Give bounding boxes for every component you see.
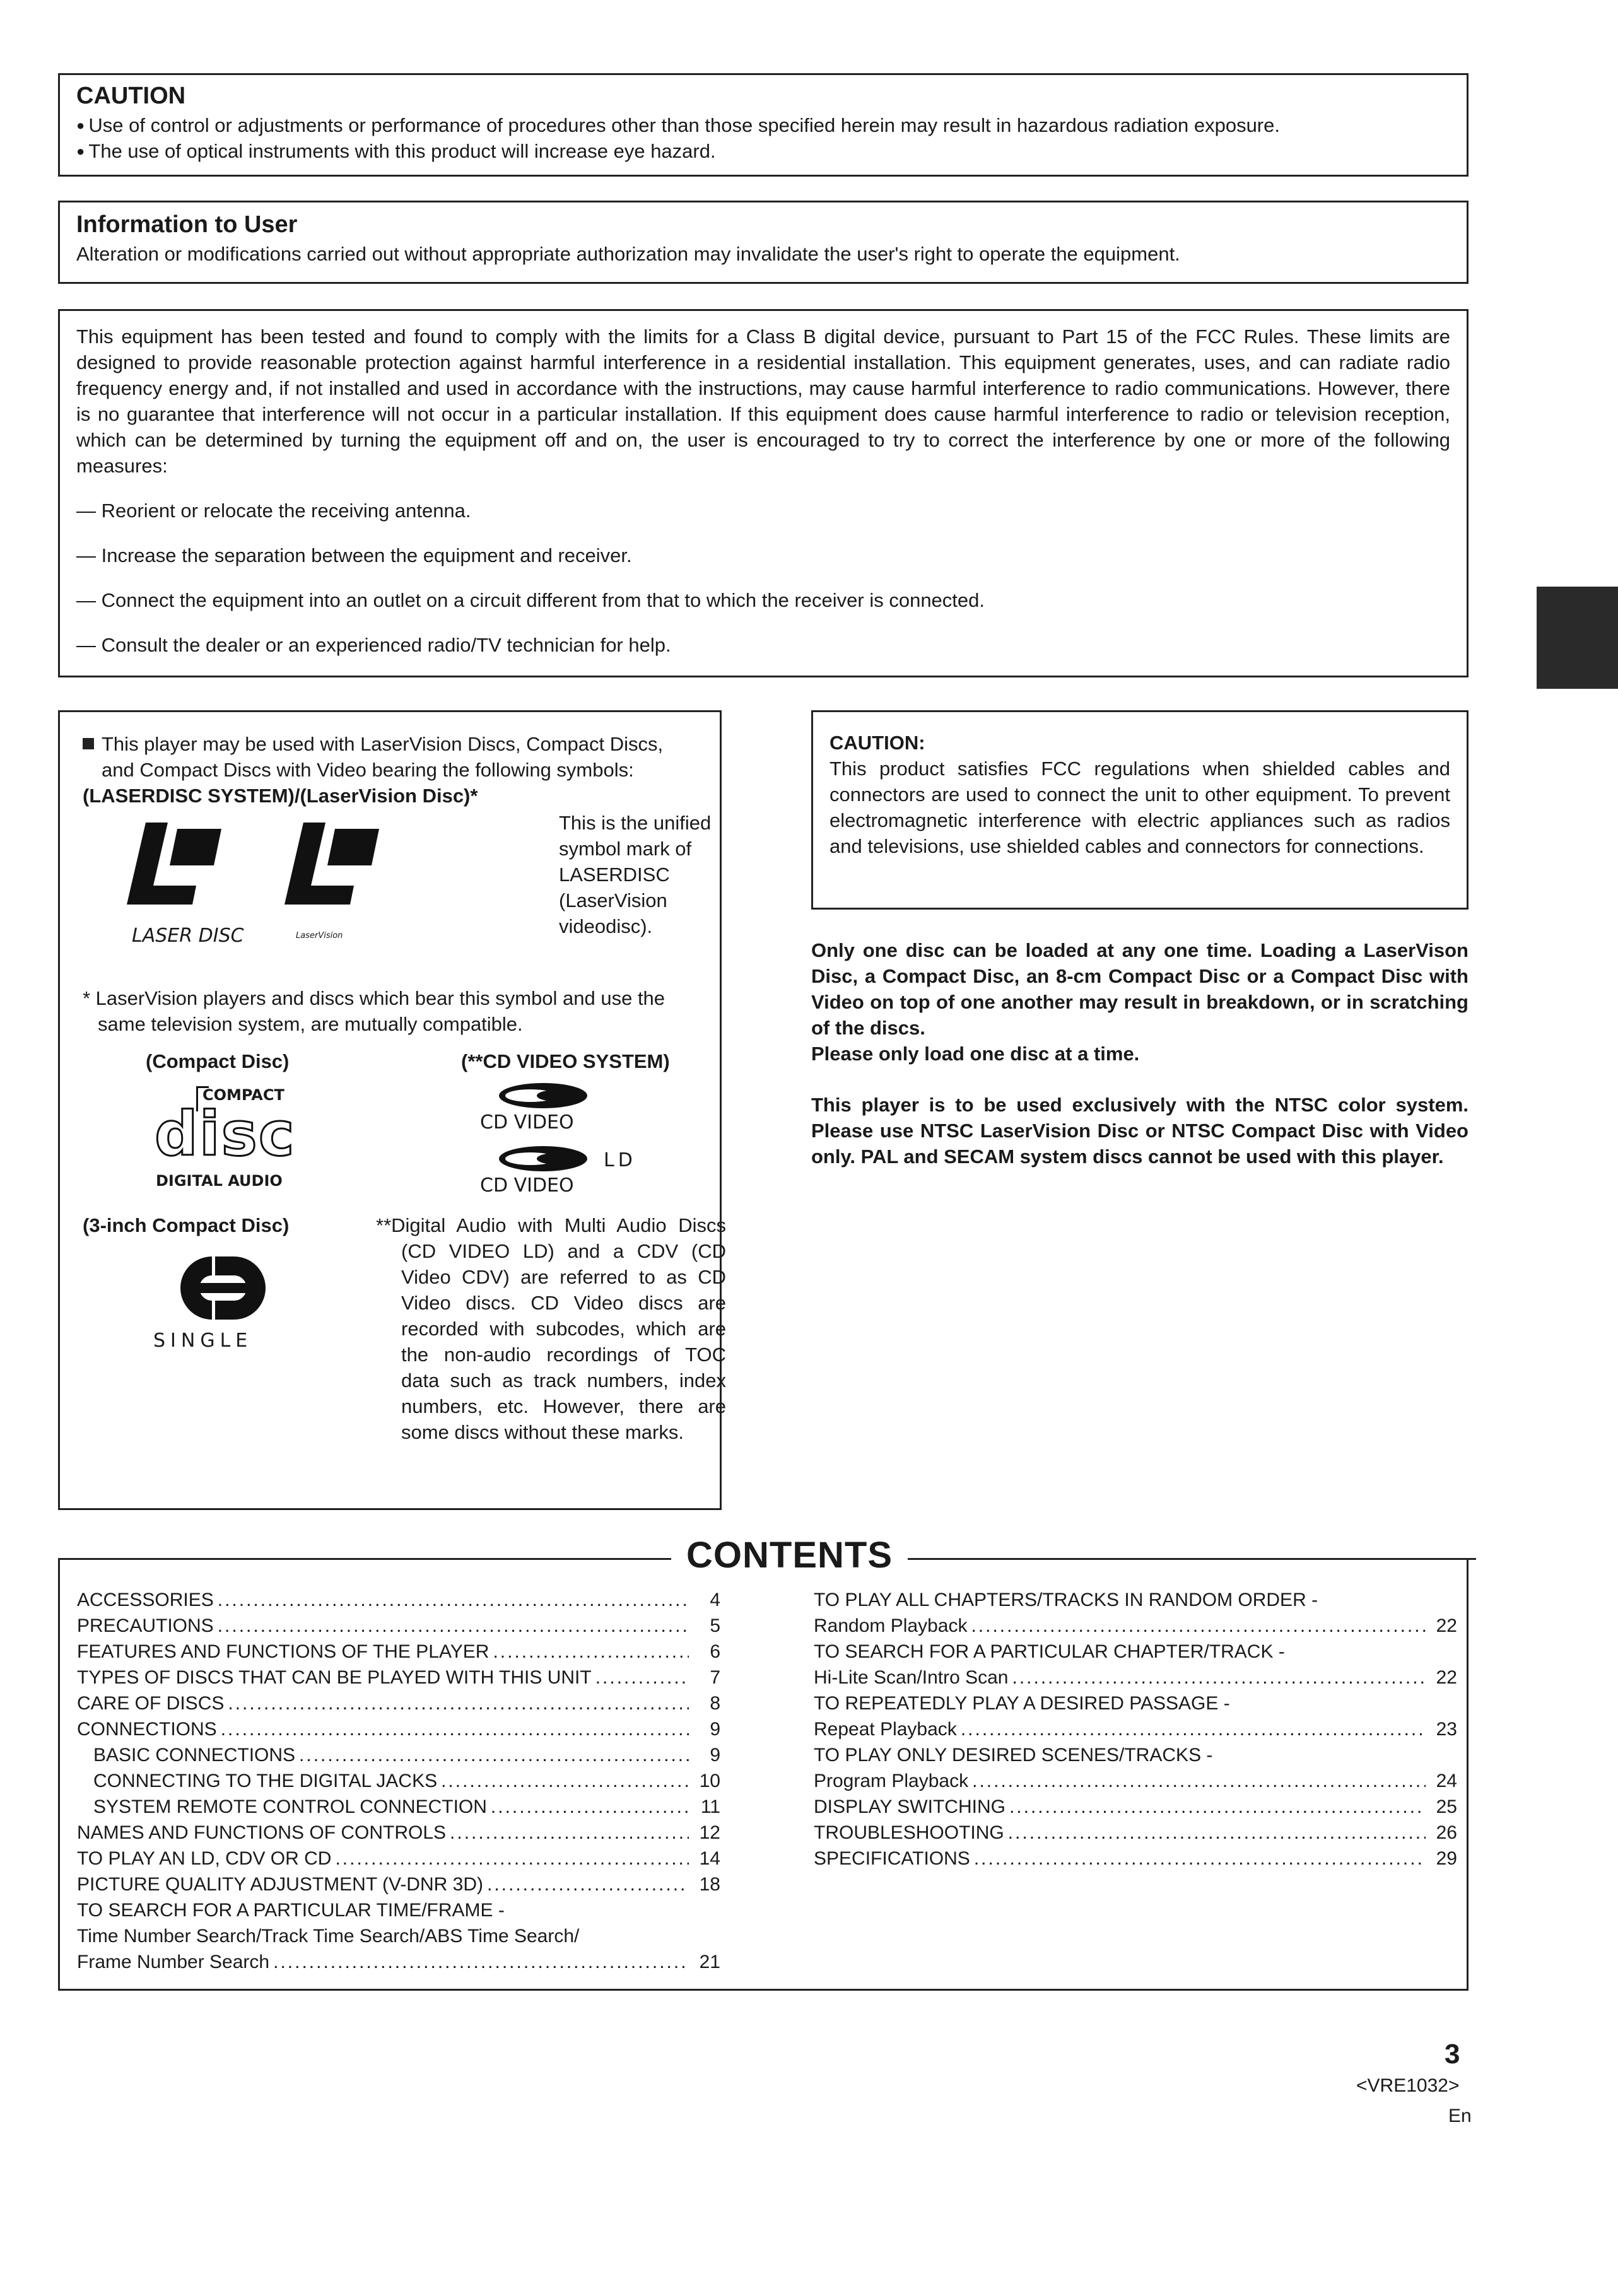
cd-video-logo-icon	[493, 1080, 594, 1111]
disc-warnings	[811, 937, 1469, 1169]
caution2-title: CAUTION:	[830, 732, 925, 754]
asterisk-note: * LaserVision players and discs which bear this symbol and use the same television system, are mutually compatible.	[83, 987, 665, 1035]
fcc-measure: — Reorient or relocate the receiving antenna.	[76, 500, 471, 522]
cd-logo-bottom: DIGITAL AUDIO	[156, 1172, 283, 1190]
toc-entry: TROUBLESHOOTING ..... 26	[814, 1820, 1457, 1846]
cdv-note: **Digital Audio with Multi Audio Discs (CD VIDEO LD) and a CDV (CD Video CDV) are referred to as CD Video discs. CD Video discs are recorded with subcodes, which are the non-audio recordings of TOC data such as track numbers, index numbers, etc. However, there are some discs without these marks.	[376, 1214, 726, 1443]
toc-entry: TYPES OF DISCS THAT CAN BE PLAYED WITH THIS UNIT ..... 7	[77, 1665, 720, 1690]
toc-entry: PICTURE QUALITY ADJUSTMENT (V-DNR 3D) ..... 18	[77, 1871, 720, 1897]
disc-logos-grid	[83, 1048, 726, 1603]
cd-single-logo-icon	[152, 1250, 272, 1326]
single-logo-caption: SINGLE	[153, 1330, 253, 1352]
language-code: En	[1448, 2106, 1472, 2126]
toc-entry-head: TO SEARCH FOR A PARTICULAR TIME/FRAME -	[77, 1900, 505, 1921]
toc-entry: Frame Number Search ..... 21	[77, 1949, 720, 1975]
disc-intro: This player may be used with LaserVision Discs, Compact Discs, and Compact Discs with Video bearing the following symbols:	[83, 731, 697, 783]
compact-disc-logo-icon	[152, 1086, 303, 1193]
warning-paragraph: This player is to be used exclusively with the NTSC color system. Please use NTSC LaserVision Disc or NTSC Compact Disc with Video only. PAL and SECAM system discs cannot be used with this player.	[811, 1094, 1469, 1168]
toc-entry: BASIC CONNECTIONS ..... 9	[77, 1742, 720, 1768]
toc-entry: Random Playback ..... 22	[814, 1613, 1457, 1639]
toc-entry: Repeat Playback ..... 23	[814, 1716, 1457, 1742]
warning-paragraph: Only one disc can be loaded at any one time. Loading a LaserVison Disc, a Compact Disc, an 8-cm Compact Disc or a Compact Disc with Video on top of one another may result in breakdown, or in scratching of the discs.	[811, 939, 1469, 1039]
fcc-measure: — Consult the dealer or an experienced radio/TV technician for help.	[76, 634, 671, 656]
toc-entry: CARE OF DISCS ..... 8	[77, 1690, 720, 1716]
fcc-measure: — Connect the equipment into an outlet on a circuit different from that to which the receiver is connected.	[76, 589, 985, 611]
caution-box	[58, 73, 1469, 177]
lv-logo-caption: LaserVision	[296, 931, 343, 940]
toc-entry: DISPLAY SWITCHING ..... 25	[814, 1794, 1457, 1820]
toc-left-column	[77, 1587, 720, 1975]
ld-logo-row	[83, 809, 712, 973]
cd-heading: (Compact Disc)	[146, 1050, 290, 1072]
toc-entry-head: TO PLAY ALL CHAPTERS/TRACKS IN RANDOM ORDER -	[814, 1590, 1318, 1610]
toc-entry: CONNECTIONS ..... 9	[77, 1716, 720, 1742]
cdv-ld-logo-caption: CD VIDEO	[480, 1174, 574, 1197]
cdv-ld-label: LD	[604, 1149, 636, 1171]
cd-video-ld-logo-icon	[493, 1143, 594, 1174]
section-tab-marker	[1537, 587, 1618, 689]
cdv-heading: (**CD VIDEO SYSTEM)	[461, 1050, 670, 1072]
fcc-measure: — Increase the separation between the equipment and receiver.	[76, 544, 632, 566]
cd-logo-top: COMPACT	[202, 1086, 284, 1104]
document-code: <VRE1032>	[1356, 2075, 1460, 2096]
toc-entry-head: TO REPEATEDLY PLAY A DESIRED PASSAGE -	[814, 1693, 1230, 1714]
caution2-text: This product satisfies FCC regulations when shielded cables and connectors are used to connect the unit to other equipment. To prevent electromagnetic interference with electric appliances such as radios and televisions, use shielded cables and connectors for connections.	[830, 758, 1450, 857]
contents-title: CONTENTS	[671, 1534, 908, 1576]
caution-title: CAUTION	[76, 83, 186, 109]
caution-item: ● Use of control or adjustments or performance of procedures other than those specified herein may result in hazardous radiation exposure.	[76, 112, 1450, 138]
warning-paragraph: Please only load one disc at a time.	[811, 1043, 1140, 1065]
info-title: Information to User	[76, 211, 298, 238]
ld-heading: (LASERDISC SYSTEM)/(LaserVision Disc)*	[83, 785, 478, 807]
toc-entry: CONNECTING TO THE DIGITAL JACKS ..... 10	[77, 1768, 720, 1794]
toc-entry: SPECIFICATIONS ..... 29	[814, 1846, 1457, 1871]
fcc-statement-box	[58, 309, 1469, 677]
caution-item: ● The use of optical instruments with this product will increase eye hazard.	[76, 138, 1450, 164]
toc-entry: SYSTEM REMOTE CONTROL CONNECTION ..... 11	[77, 1794, 720, 1820]
ld-logo-caption: LASER DISC	[132, 925, 244, 947]
toc-entry-sub: Time Number Search/Track Time Search/ABS Time Search/	[77, 1926, 580, 1947]
toc-entry: Hi-Lite Scan/Intro Scan ..... 22	[814, 1665, 1457, 1690]
toc-entry: ACCESSORIES ..... 4	[77, 1587, 720, 1613]
single-heading: (3-inch Compact Disc)	[83, 1214, 290, 1236]
cd-logo-main: disc	[155, 1099, 296, 1169]
page-number: 3	[1445, 2039, 1460, 2070]
toc-entry: PRECAUTIONS ..... 5	[77, 1613, 720, 1639]
toc-entry: FEATURES AND FUNCTIONS OF THE PLAYER ..... 6	[77, 1639, 720, 1665]
info-text: Alteration or modifications carried out without appropriate authorization may invalidate the user's right to operate the equipment.	[76, 243, 1180, 265]
disc-types-box	[58, 710, 726, 1510]
cdv-logo-caption: CD VIDEO	[480, 1111, 574, 1133]
caution-shielded-box	[811, 710, 1469, 910]
ld-note: This is the unified symbol mark of LASERDISC (LaserVision videodisc).	[559, 812, 712, 937]
toc-entry-head: TO SEARCH FOR A PARTICULAR CHAPTER/TRACK -	[814, 1641, 1285, 1662]
toc-entry: TO PLAY AN LD, CDV OR CD ..... 14	[77, 1846, 720, 1871]
toc-right-column	[814, 1587, 1457, 1871]
fcc-paragraph: This equipment has been tested and found to comply with the limits for a Class B digital device, pursuant to Part 15 of the FCC Rules. These limits are designed to provide reasonable protection against harmful interference in a residential installation. This equipment generates, uses, and can radiate radio frequency energy and, if not installed and used in accordance with the instructions, may cause harmful interference to radio communications. However, there is no guarantee that interference will not occur in a particular installation. If this equipment does cause harmful interference to radio or television reception, which can be determined by turning the equipment off and on, the user is encouraged to try to correct the interference by one or more of the following measures:	[76, 325, 1450, 477]
toc-entry-head: TO PLAY ONLY DESIRED SCENES/TRACKS -	[814, 1745, 1213, 1766]
laserdisc-logo-icon	[120, 816, 385, 923]
information-to-user-box	[58, 201, 1469, 284]
toc-entry: NAMES AND FUNCTIONS OF CONTROLS ..... 12	[77, 1820, 720, 1846]
square-bullet-icon	[83, 738, 94, 749]
toc-entry: Program Playback ..... 24	[814, 1768, 1457, 1794]
